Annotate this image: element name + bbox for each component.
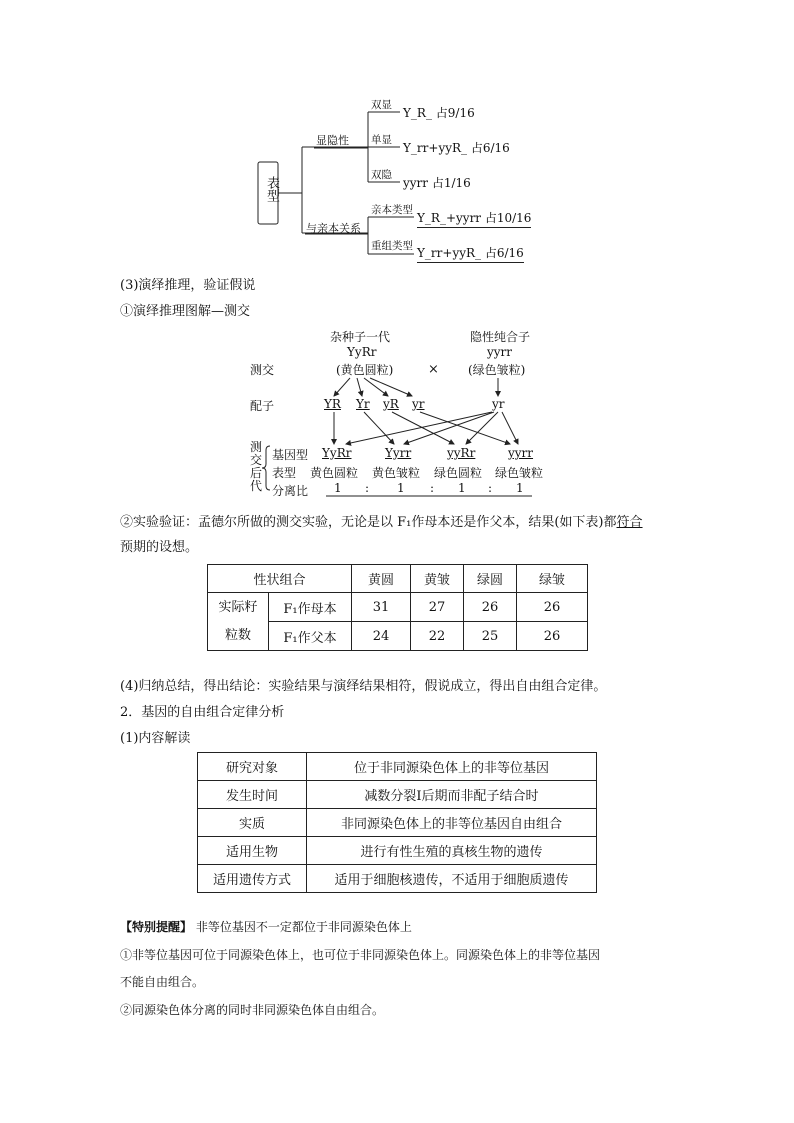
- sub2-paragraph-end: 预期的设想。: [120, 540, 199, 555]
- tree-leaf-tag: 重组类型: [371, 240, 413, 252]
- offspring-label-char: 代: [250, 479, 263, 493]
- tree-leaf-text: yyrr 占1/16: [403, 176, 471, 190]
- gamete-2: Yr: [356, 397, 370, 411]
- testcross-table: [207, 564, 588, 651]
- table-key: 适用生物: [198, 837, 307, 865]
- section3-sub1: ①演绎推理图解—测交: [120, 304, 251, 319]
- offspring-label-char: 后: [250, 466, 263, 480]
- tip-line: 不能自由组合。: [120, 975, 205, 989]
- parent1-phenotype: (黄色圆粒): [336, 363, 394, 377]
- table-header-cell: 绿皱: [517, 565, 588, 593]
- table-row-name: F₁作父本: [269, 622, 352, 651]
- gamete-3: yR: [383, 397, 399, 411]
- offspring-label-char: 测: [250, 440, 263, 454]
- tree-leaf-tag: 亲本类型: [371, 204, 413, 216]
- gamete-4: yr: [412, 397, 425, 411]
- gamete-recessive: yr: [492, 397, 505, 411]
- ratio-value: 1: [458, 481, 466, 495]
- row-label-genotype: 基因型: [272, 448, 309, 462]
- section2-heading: 2．基因的自由组合定律分析: [120, 705, 285, 720]
- ratio-sep: :: [365, 481, 370, 495]
- content-table: [197, 752, 597, 893]
- ratio-sep: :: [488, 481, 493, 495]
- offspring-label: [250, 441, 262, 493]
- section2-1-heading: (1)内容解读: [120, 731, 191, 746]
- sub2-paragraph: [120, 511, 643, 530]
- table-cell: 31: [352, 593, 411, 622]
- ratio-sep: :: [430, 481, 435, 495]
- table-value: 进行有性生殖的真核生物的遗传: [307, 837, 597, 865]
- table-cell: 24: [352, 622, 411, 651]
- cross-symbol: ×: [428, 362, 439, 377]
- section4-conclusion: (4)归纳总结，得出结论：实验结果与演绎结果相符，假说成立，得出自由组合定律。: [120, 679, 607, 694]
- table-header-cell: 绿圆: [464, 565, 517, 593]
- tree-leaf-text: Y_rr+yyR_ 占6/16: [403, 141, 510, 155]
- parent1-title: 杂种子一代: [330, 330, 391, 344]
- table-cell: 26: [517, 593, 588, 622]
- tip-title: 非等位基因不一定都位于非同源染色体上: [195, 920, 412, 934]
- table-row: [198, 809, 597, 837]
- cross-label: 测交: [250, 363, 275, 377]
- tip-line: ②同源染色体分离的同时非同源染色体自由组合。: [120, 1003, 385, 1017]
- table-value: 减数分裂Ⅰ后期而非配子结合时: [307, 781, 597, 809]
- offspring-genotype: yyRr: [447, 446, 476, 460]
- tree-leaf-text: Y_R_ 占9/16: [403, 106, 475, 120]
- table-row: [208, 593, 588, 622]
- table-key: 实质: [198, 809, 307, 837]
- offspring-phenotype: 绿色皱粒: [495, 466, 544, 480]
- offspring-label-char: 交: [250, 453, 263, 467]
- tree-leaf-tag: 双显: [371, 99, 392, 111]
- sub2-underline: 符合: [616, 515, 643, 530]
- gamete-label: 配子: [250, 399, 275, 413]
- row-label-phenotype: 表型: [272, 466, 297, 480]
- tree-branch-parent-relation: 与亲本关系: [306, 222, 361, 235]
- table-value: 非同源染色体上的非等位基因自由组合: [307, 809, 597, 837]
- table-header-cell: 黄皱: [411, 565, 464, 593]
- tip-heading: [120, 918, 412, 935]
- ratio-value: 1: [334, 481, 342, 495]
- table-row-label-line: 实际籽: [218, 599, 258, 615]
- table-header-cell: 性状组合: [208, 565, 352, 593]
- ratio-value: 1: [516, 481, 524, 495]
- table-cell: 22: [411, 622, 464, 651]
- offspring-phenotype: 黄色皱粒: [372, 466, 421, 480]
- offspring-genotype: YyRr: [322, 446, 352, 460]
- table-row: [198, 865, 597, 893]
- tree-branch-dominance: 显隐性: [316, 134, 349, 147]
- table-value: 位于非同源染色体上的非等位基因: [307, 753, 597, 781]
- table-value: 适用于细胞核遗传，不适用于细胞质遗传: [307, 865, 597, 893]
- table-key: 适用遗传方式: [198, 865, 307, 893]
- tree-leaf-text: Y_R_+yyrr 占10/16: [417, 209, 531, 228]
- row-label-ratio: 分离比: [272, 484, 309, 498]
- parent2-title: 隐性纯合子: [470, 330, 531, 344]
- offspring-genotype: Yyrr: [385, 446, 412, 460]
- table-header-row: [208, 565, 588, 593]
- table-row-label: [208, 593, 269, 651]
- table-row: [198, 837, 597, 865]
- parent2-phenotype: (绿色皱粒): [468, 363, 526, 377]
- offspring-phenotype: 黄色圆粒: [310, 466, 359, 480]
- table-row-label-line: 粒数: [224, 627, 251, 643]
- tree-root-label: 表型: [264, 176, 279, 202]
- tree-leaf-tag: 双隐: [371, 169, 392, 181]
- table-key: 发生时间: [198, 781, 307, 809]
- tree-leaf-text: Y_rr+yyR_ 占6/16: [417, 244, 524, 263]
- ratio-value: 1: [397, 481, 405, 495]
- table-row-name: F₁作母本: [269, 593, 352, 622]
- parent1-genotype: YyRr: [347, 345, 377, 359]
- tree-leaf-tag: 单显: [371, 134, 392, 146]
- offspring-phenotype: 绿色圆粒: [434, 466, 483, 480]
- section3-heading: (3)演绎推理，验证假说: [120, 278, 256, 293]
- parent2-genotype: yyrr: [487, 345, 513, 359]
- tip-label: 【特别提醒】: [120, 920, 193, 934]
- table-cell: 27: [411, 593, 464, 622]
- table-cell: 25: [464, 622, 517, 651]
- table-row: [198, 781, 597, 809]
- table-key: 研究对象: [198, 753, 307, 781]
- sub2-text: ②实验验证：孟德尔所做的测交实验，无论是以 F₁作母本还是作父本，结果(如下表)都: [120, 515, 617, 530]
- table-cell: 26: [464, 593, 517, 622]
- gamete-1: YR: [324, 397, 341, 411]
- offspring-genotype: yyrr: [508, 446, 534, 460]
- tip-line: ①非等位基因可位于同源染色体上，也可位于非同源染色体上。同源染色体上的非等位基因: [120, 948, 601, 962]
- table-row: [198, 753, 597, 781]
- table-cell: 26: [517, 622, 588, 651]
- table-header-cell: 黄圆: [352, 565, 411, 593]
